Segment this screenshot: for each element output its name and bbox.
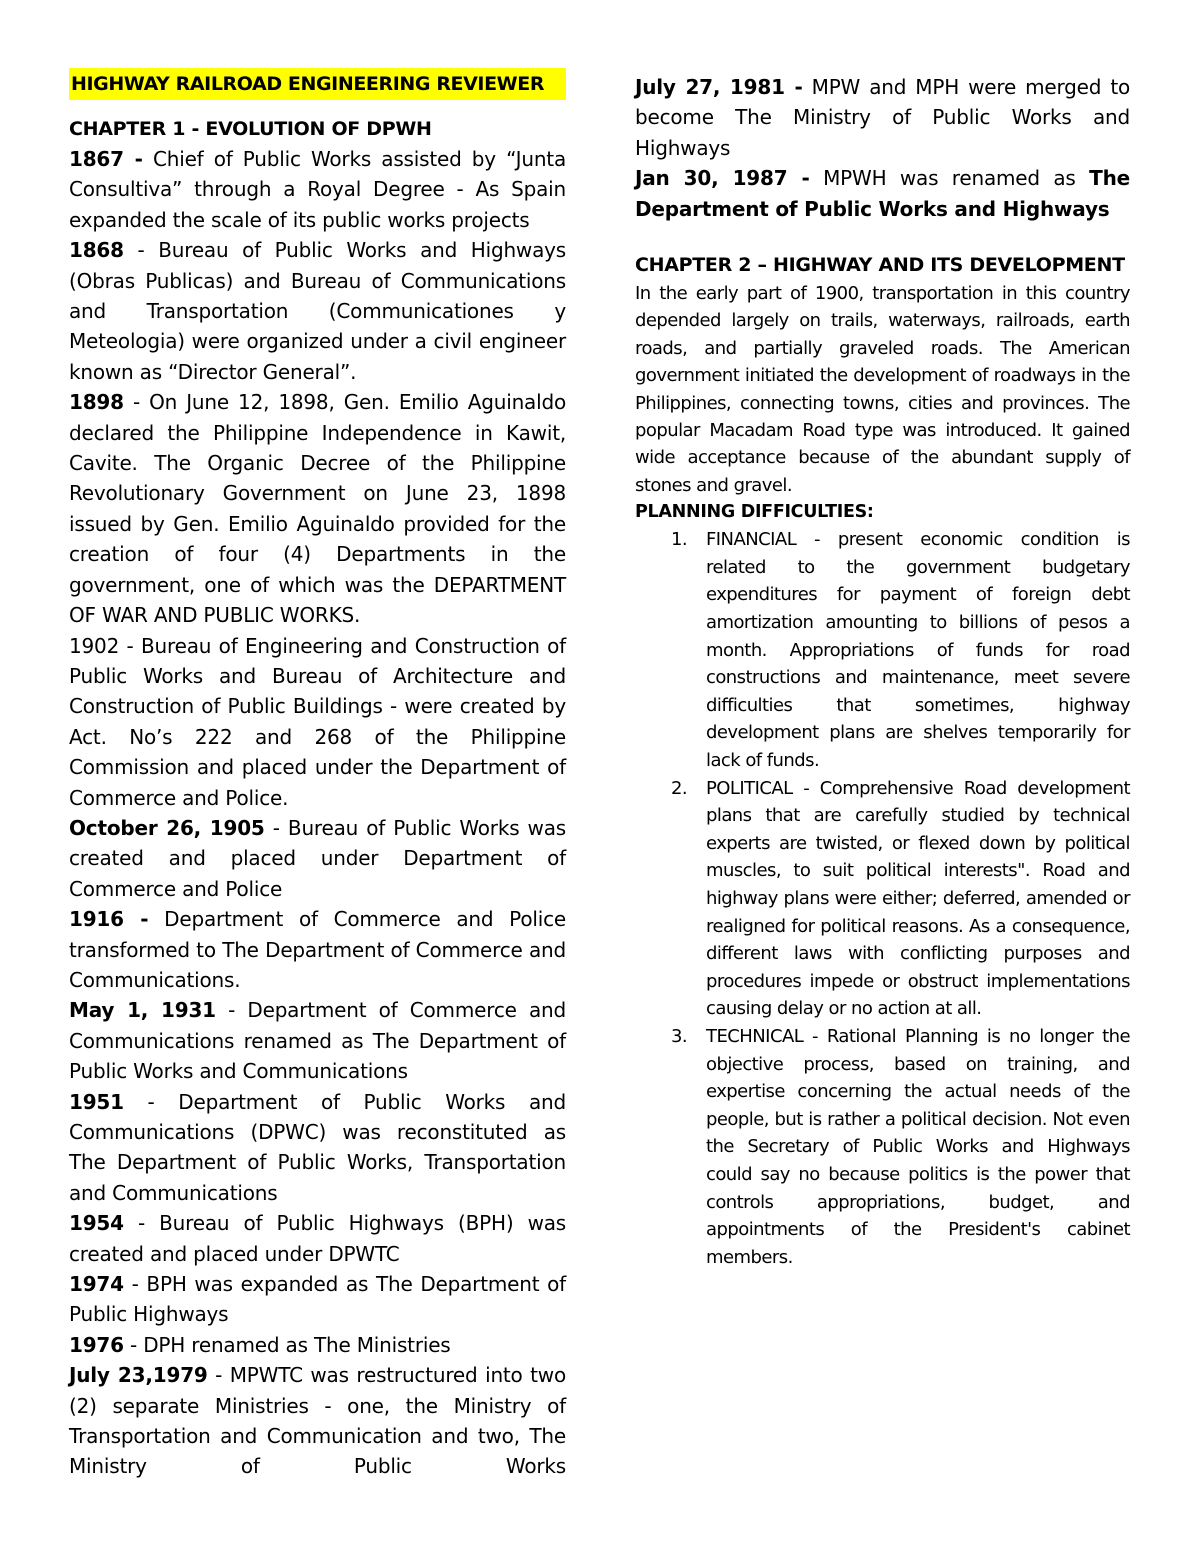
timeline-entry bbox=[69, 813, 566, 904]
timeline-entry bbox=[69, 1330, 566, 1360]
timeline-entry bbox=[635, 163, 1130, 224]
entry-text: - Department of Public Works and Communications (DPWC) was reconstituted as The Department of Public Works, Transportation and Communications bbox=[69, 1089, 566, 1205]
timeline-entry bbox=[69, 995, 566, 1086]
entry-text: Chief of Public Works assisted by “Junta Consultiva” through a Royal Degree - As Spain expanded the scale of its public works projects bbox=[69, 147, 566, 232]
timeline-entry bbox=[69, 904, 566, 995]
timeline-entry bbox=[69, 235, 566, 387]
entry-date: 1976 bbox=[69, 1332, 124, 1357]
entry-text: - Bureau of Public Works and Highways (Obras Publicas) and Bureau of Communications and Transportation (Communicationes y Meteologia) were organized under a civil engineer known as “Director General”. bbox=[69, 238, 566, 384]
entry-text: Department of Commerce and Police transformed to The Department of Commerce and Communications. bbox=[69, 907, 566, 992]
entry-text: - Bureau of Public Highways (BPH) was created and placed under DPWTC bbox=[69, 1211, 566, 1266]
entry-date: July 27, 1981 - bbox=[635, 75, 803, 99]
timeline-entry bbox=[69, 1208, 566, 1269]
entry-date: 1954 bbox=[69, 1211, 124, 1236]
timeline-entry bbox=[69, 387, 566, 630]
timeline-entry bbox=[69, 631, 566, 813]
chapter-2-intro: In the early part of 1900, transportation in this country depended largely on trails, waterways, railroads, earth roads, and partially graveled roads. The American government initiated the development of roadways in the Philippines, connecting towns, cities and provinces. The popular Macadam Road type was introduced. It gained wide acceptance because of the abundant supply of stones and gravel. bbox=[635, 283, 1130, 496]
entry-text: - On June 12, 1898, Gen. Emilio Aguinaldo declared the Philippine Independence in Kawit, Cavite. The Organic Decree of the Philippine Revolutionary Government on June 23, 1898 issued by Gen. Emilio Aguinaldo provided for the creation of four (4) Departments in the government, one of which was the DEPARTMENT OF WAR AND PUBLIC WORKS. bbox=[69, 390, 566, 628]
entry-text: - BPH was expanded as The Department of Public Highways bbox=[69, 1272, 566, 1327]
list-text: TECHNICAL - Rational Planning is no longer the objective process, based on training, and expertise concerning the actual needs of the people, but is rather a political decision. Not even the Secretary of Public Works and Highways could say no because politics is the power that controls appropriations, budget, and appointments of the President's cabinet members. bbox=[706, 1025, 1130, 1268]
entry-date: 1867 - bbox=[69, 147, 143, 171]
planning-difficulties-list bbox=[635, 526, 1130, 1271]
entry-text: MPWH was renamed as bbox=[809, 166, 1090, 191]
entry-text: - Bureau of Public Works was created and placed under Department of Commerce and Police bbox=[69, 815, 566, 901]
entry-date: July 23,1979 bbox=[69, 1363, 208, 1388]
entry-date: Jan 30, 1987 - bbox=[635, 166, 810, 191]
entry-date: 1868 bbox=[69, 238, 124, 263]
entry-text: MPW and MPH were merged to become The Ministry of Public Works and Highways bbox=[635, 75, 1130, 160]
timeline-entry-continued bbox=[69, 1360, 566, 1482]
list-number: 2. bbox=[671, 777, 688, 799]
entry-date: 1951 bbox=[69, 1089, 124, 1114]
list-text: FINANCIAL - present economic condition is related to the government budgetary expenditures for payment of foreign debt amortization amounting to billions of pesos a month. Appropriations of funds for road constructions and maintenance, meet severe difficulties that sometimes, highway development plans are shelves temporarily for lack of funds. bbox=[706, 529, 1130, 772]
right-column bbox=[635, 72, 1130, 1271]
entry-date: October 26, 1905 bbox=[69, 815, 265, 840]
list-item bbox=[635, 1023, 1130, 1271]
left-column bbox=[69, 68, 566, 1482]
list-number: 1. bbox=[671, 529, 688, 551]
timeline-entry bbox=[69, 1087, 566, 1209]
timeline-entry bbox=[69, 1269, 566, 1330]
entry-text: - MPWTC was restructured into two (2) separate Ministries - one, the Ministry of Transportation and Communication and two, The Ministry of Public Works bbox=[69, 1363, 566, 1479]
entry-text: - Department of Commerce and Communications renamed as The Department of Public Works and Communications bbox=[69, 998, 566, 1084]
timeline-entry bbox=[635, 72, 1130, 163]
chapter-1-heading: CHAPTER 1 - EVOLUTION OF DPWH bbox=[69, 118, 432, 140]
entry-emphasis: The Department of Public Works and Highways bbox=[635, 166, 1130, 221]
planning-difficulties-heading: PLANNING DIFFICULTIES: bbox=[635, 502, 874, 523]
timeline-entry bbox=[69, 144, 566, 235]
list-text: POLITICAL - Comprehensive Road development plans that are carefully studied by technical experts are twisted, or flexed down by political muscles, to suit political interests". Road and highway plans were either; deferred, amended or realigned for political reasons. As a consequence, different laws with conflicting purposes and procedures impede or obstruct implementations causing delay or no action at all. bbox=[706, 777, 1130, 1020]
list-item bbox=[635, 775, 1130, 1023]
section-spacer bbox=[635, 224, 1130, 250]
document-title: HIGHWAY RAILROAD ENGINEERING REVIEWER bbox=[69, 68, 566, 100]
entry-text: 1902 - Bureau of Engineering and Construction of Public Works and Bureau of Architecture and Construction of Public Buildings - were created by Act. No’s 222 and 268 of the Philippine Commission and placed under the Department of Commerce and Police. bbox=[69, 633, 566, 810]
entry-date: 1898 bbox=[69, 390, 124, 415]
chapter-2-heading: CHAPTER 2 – HIGHWAY AND ITS DEVELOPMENT bbox=[635, 254, 1125, 277]
list-item bbox=[635, 526, 1130, 774]
entry-date: May 1, 1931 bbox=[69, 998, 216, 1023]
entry-date: 1916 - bbox=[69, 907, 149, 932]
entry-date: 1974 bbox=[69, 1272, 124, 1297]
list-number: 3. bbox=[671, 1025, 688, 1047]
entry-text: - DPH renamed as The Ministries bbox=[123, 1332, 451, 1357]
